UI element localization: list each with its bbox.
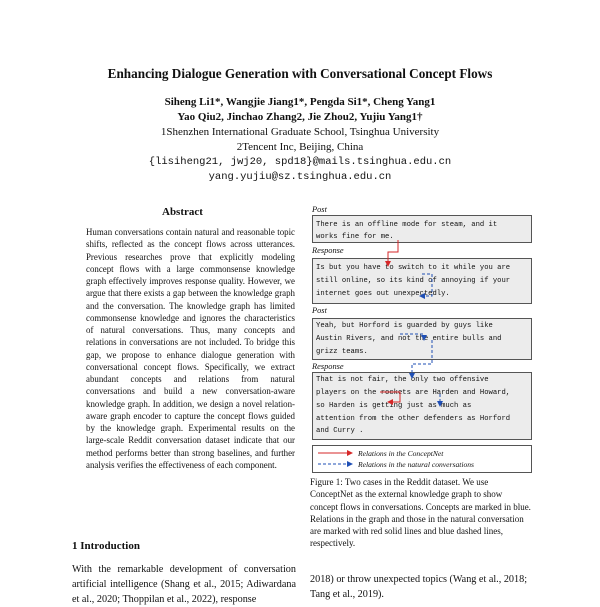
kg-relation-arrow-2 (380, 392, 400, 402)
post-2-line-1: Yeah, but Horford is guarded by guys like (316, 322, 493, 330)
post-1-line-1: There is an offline mode for steam, and it (316, 221, 498, 229)
label-response-1: Response (312, 246, 344, 255)
kg-relation-arrow-1 (388, 240, 398, 266)
abstract-body: Human conversations contain natural and reasonable topic shifts, reflected as the concept flows across utterances. Previous researches prove that explicitly modeling concept flows with a large commonsense knowledge graph effectively improves response quality. However, we argue that there exists a gap between the knowledge graph and the conversation. The knowledge graph has limited commonsense knowledge and ignores the characteristics of natural conversations. Thus, many concepts and relations in conversations are not included. To bridge this gap, we propose to enhance dialogue generation with conversational concept flows. Specifically, we extract abundant concepts and relations from natural conversations and build a new conversation-aware knowledge graph. In addition, we design a novel relation-aware graph encoder to capture the concept flows guided by the knowledge graph. Experimental results on the large-scale Reddit conversation dataset indicate that our method performs better than strong baselines, and further analysis verifies the effectiveness of each component. (86, 227, 295, 470)
label-post-2: Post (312, 306, 327, 315)
email-line-1: {lisiheng21, jwj20, spd18}@mails.tsinghua.edu.cn (148, 156, 452, 168)
post-1-line-2: works fine for me. (316, 233, 394, 241)
response-2-line-4: attention from the other defenders as Horford (316, 415, 511, 423)
response-1-line-3: internet goes out unexpectedly. (316, 290, 450, 298)
figure-caption: Figure 1: Two cases in the Reddit dataset. We use ConceptNet as the external knowledge graph to show concept flows in conversations. Concepts are marked in blue. Relations in the graph and those in the natural conversation are marked with red solid lines and blue dashed lines, respectively. (310, 477, 531, 549)
authors-line-1: Siheng Li1*, Wangjie Jiang1*, Pengda Si1*, Cheng Yang1 (164, 96, 436, 108)
label-response-2: Response (312, 362, 344, 371)
right-column-body: 2018) or throw unexpected topics (Wang et al., 2018; Tang et al., 2019). (310, 574, 528, 600)
response-2-line-3: so Harden is getting just as much as (316, 402, 472, 410)
affiliation-1: 1Shenzhen International Graduate School, Tsinghua University (160, 126, 440, 138)
conv-relation-arrow-1 (420, 274, 432, 296)
introduction-heading: 1 Introduction (72, 540, 140, 552)
email-line-2: yang.yujiu@sz.tsinghua.edu.cn (208, 171, 392, 183)
conv-relation-arrow-2 (400, 334, 424, 340)
introduction-body: With the remarkable development of conversation artificial intelligence (Shang et al., 2015; Adiwardana et al., 2020; Thoppilan et al., 2022), response (72, 564, 296, 605)
response-1-line-1: Is but you have to switch to it while you are (316, 264, 511, 272)
response-2-line-2: players on the rockets are Harden and Howard, (316, 389, 511, 397)
response-2-line-1: That is not fair, the only two offensive (316, 376, 489, 384)
response-1-line-2: still online, so its kind of annoying if your (316, 277, 511, 285)
authors-line-2: Yao Qiu2, Jinchao Zhang2, Jie Zhou2, Yujiu Yang1† (177, 111, 423, 123)
post-2-line-3: grizz teams. (316, 348, 368, 356)
paper-title: Enhancing Dialogue Generation with Conversational Concept Flows (107, 66, 493, 81)
legend-conceptnet-text: Relations in the ConceptNet (358, 449, 444, 458)
conv-relation-arrow-3 (412, 340, 432, 378)
affiliation-2: 2Tencent Inc, Beijing, China (236, 141, 364, 153)
post-2-line-2: Austin Rivers, and not the entire bulls and (316, 335, 502, 343)
abstract-heading: Abstract (162, 206, 203, 218)
legend-natural-text: Relations in the natural conversations (358, 460, 475, 469)
label-post-1: Post (312, 205, 327, 214)
response-2-line-5: and Curry . (316, 427, 364, 435)
